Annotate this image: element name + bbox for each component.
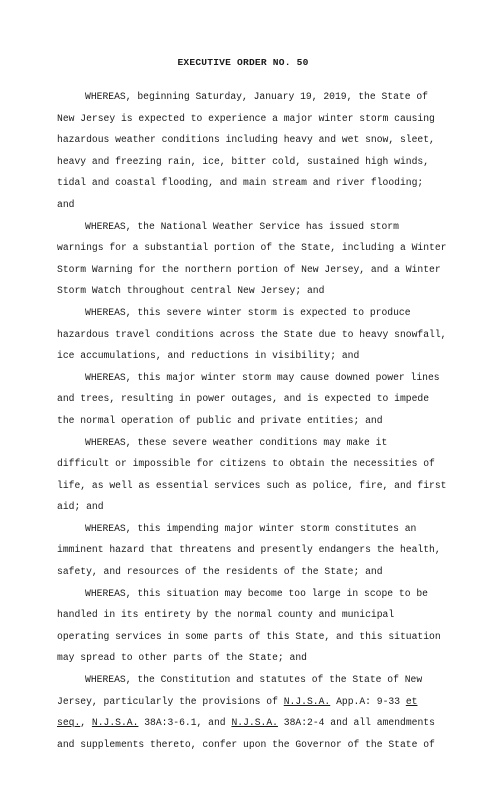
line-text: New Jersey is expected to experience a major winter storm causing <box>57 112 435 124</box>
line-text: handled in its entirety by the normal county and municipal <box>57 609 395 621</box>
line-text: WHEREAS, the National Weather Service has issued storm <box>85 220 399 232</box>
line-text: life, as well as essential services such as police, fire, and first <box>57 479 447 491</box>
statute-citation: et <box>405 695 418 707</box>
line-text: aid; and <box>57 501 104 513</box>
line-text: Storm Watch throughout central New Jersey; and <box>57 285 325 297</box>
line-text: ice accumulations, and reductions in visibility; and <box>57 350 360 362</box>
line-text: WHEREAS, this situation may become too large in scope to be <box>85 587 428 599</box>
line-text: and trees, resulting in power outages, and is expected to impede <box>57 393 430 405</box>
paragraph-whereas <box>57 367 440 432</box>
line-text: may spread to other parts of the State; and <box>57 652 307 664</box>
line-text: and supplements thereto, confer upon the Governor of the State of <box>57 738 435 750</box>
line-text: Storm Warning for the northern portion of New Jersey, and a Winter <box>57 263 441 275</box>
paragraph-whereas <box>57 432 447 518</box>
line-text: WHEREAS, the Constitution and statutes of the State of New <box>85 674 423 686</box>
line-text: imminent hazard that threatens and presently endangers the health, <box>57 544 441 556</box>
paragraph-constitution: WHEREAS, the Constitution and statutes of the State of New Jersey, particularly the provisions of N.J.S.A. App.A: 9-33 et seq., N.J.S.A. 38A:3-6.1, and N.J.S.A. 38A:2-4 and all amendments and supplements thereto, confer upon the Governor of the State of <box>57 674 435 750</box>
line-text: hazardous travel conditions across the State due to heavy snowfall, <box>57 328 447 340</box>
paragraph-whereas <box>57 518 441 583</box>
line-text: WHEREAS, these severe weather conditions may make it <box>85 436 388 448</box>
line-text: the normal operation of public and private entities; and <box>57 414 383 426</box>
line-text: hazardous weather conditions including heavy and wet snow, sleet, <box>57 134 435 146</box>
paragraph-whereas <box>57 583 441 669</box>
order-title: EXECUTIVE ORDER NO. 50 <box>177 57 309 68</box>
line-text: WHEREAS, this major winter storm may cause downed power lines <box>85 371 440 383</box>
statute-citation: N.J.S.A. <box>231 717 278 729</box>
statute-citation: N.J.S.A. <box>91 717 139 729</box>
paragraph-whereas <box>57 216 447 302</box>
order-body <box>57 86 447 755</box>
paragraph-whereas <box>57 302 447 367</box>
statute-citation: N.J.S.A. <box>283 695 331 707</box>
line-text: safety, and resources of the residents of the State; and <box>57 566 383 578</box>
line-text: tidal and coastal flooding, and main stream and river flooding; <box>57 177 424 189</box>
line-text: and <box>57 198 75 210</box>
line-text: WHEREAS, beginning Saturday, January 19, 2019, the State of <box>85 91 428 102</box>
paragraph-whereas <box>57 86 435 216</box>
line-text: heavy and freezing rain, ice, bitter cold, sustained high winds, <box>57 155 430 167</box>
line-text: WHEREAS, this severe winter storm is expected to produce <box>85 306 411 318</box>
statute-citation: seq. <box>57 717 81 729</box>
line-text: operating services in some parts of this State, and this situation <box>57 630 441 642</box>
line-text: warnings for a substantial portion of the State, including a Winter <box>57 242 447 254</box>
line-text: difficult or impossible for citizens to obtain the necessities of <box>57 458 435 470</box>
line-text: WHEREAS, this impending major winter storm constitutes an <box>85 522 417 534</box>
